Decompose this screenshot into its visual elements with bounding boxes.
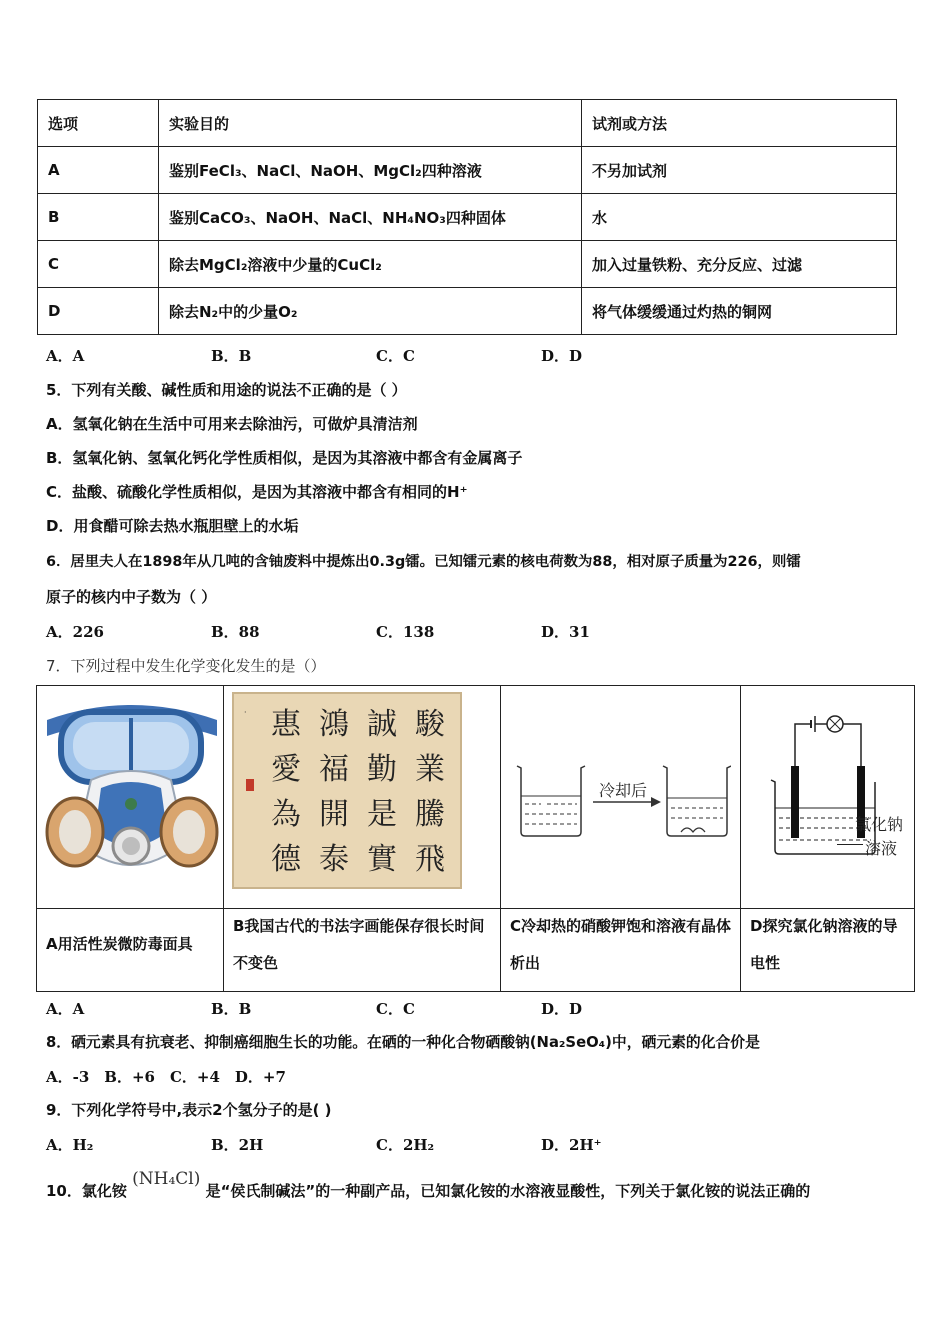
q10-formula: (NH₄Cl) <box>132 1169 201 1189</box>
table-row <box>38 147 897 194</box>
answer-option-c: C．C <box>376 347 415 365</box>
row-option: B <box>38 194 159 241</box>
header-cell: 实验目的 <box>159 100 582 147</box>
table-row <box>38 194 897 241</box>
table-row <box>38 288 897 335</box>
q5-option-b: B．氢氧化钠、氢氧化钙化学性质相似，是因为其溶液中都含有金属离子 <box>46 449 523 467</box>
row-purpose: 除去N₂中的少量O₂ <box>159 288 582 335</box>
q6-option-d: D．31 <box>541 623 590 641</box>
calligraphy-column: 鴻福開泰 <box>319 707 349 877</box>
q7-option-c: C．C <box>376 1000 415 1018</box>
answer-option-a: A．A <box>46 347 85 365</box>
table-row <box>38 241 897 288</box>
experiment-table <box>37 99 897 335</box>
q10-stem <box>46 1169 811 1201</box>
answer-option-b: B．B <box>211 347 252 365</box>
header-cell: 试剂或方法 <box>582 100 897 147</box>
q6-option-c: C．138 <box>376 623 435 641</box>
row-method: 加入过量铁粉、充分反应、过滤 <box>582 241 897 288</box>
answer-option-d: D．D <box>541 347 583 365</box>
cooling-label: 冷却后 <box>599 781 648 800</box>
q9-option-d: D．2H⁺ <box>541 1136 602 1154</box>
q6-option-b: B．88 <box>211 623 260 641</box>
q9-option-a: A．H₂ <box>46 1136 94 1154</box>
q10-prefix: 10．氯化铵 <box>46 1182 127 1200</box>
calligraphy-signature: · <box>244 708 247 717</box>
calligraphy-column: 誠勤是實 <box>367 707 397 877</box>
q7-option-a: A．A <box>46 1000 85 1018</box>
row-purpose: 除去MgCl₂溶液中少量的CuCl₂ <box>159 241 582 288</box>
q6-stem-line1: 6．居里夫人在1898年从几吨的含铀废料中提炼出0.3g镭。已知镭元素的核电荷数为88，相对原子质量为226，则镭 <box>46 554 801 570</box>
q9-stem: 9．下列化学符号中,表示2个氢分子的是( ) <box>46 1101 332 1119</box>
q5-stem: 5．下列有关酸、碱性质和用途的说法不正确的是（ ） <box>46 381 407 399</box>
q9-option-b: B．2H <box>211 1136 264 1154</box>
row-method: 不另加试剂 <box>582 147 897 194</box>
q9-option-c: C．2H₂ <box>376 1136 435 1154</box>
q6-option-a: A．226 <box>46 623 104 641</box>
seal-stamp <box>246 779 254 791</box>
solution-label: 溶液 <box>865 839 898 858</box>
row-option: C <box>38 241 159 288</box>
q7-caption-d: D探究氯化钠溶液的导电性 <box>750 917 898 972</box>
q7-caption-b: B我国古代的书法字画能保存很长时间不变色 <box>233 917 485 972</box>
label-leader-line <box>837 844 863 845</box>
q5-option-c: C．盐酸、硫酸化学性质相似，是因为其溶液中都含有相同的H⁺ <box>46 483 468 501</box>
row-option: D <box>38 288 159 335</box>
conductivity-diagram <box>767 714 877 864</box>
q7-caption-a: A用活性炭微防毒面具 <box>46 935 193 953</box>
calligraphy-column: 惠愛為德 <box>271 707 301 877</box>
q10-suffix: 是“侯氏制碱法”的一种副产品，已知氯化铵的水溶液显酸性，下列关于氯化铵的说法正确的 <box>205 1182 811 1200</box>
q7-caption-c: C冷却热的硝酸钾饱和溶液有晶体析出 <box>510 917 732 972</box>
q7-option-b: B．B <box>211 1000 252 1018</box>
calligraphy-column: 駿業騰飛 <box>415 707 445 877</box>
calligraphy-image <box>232 692 462 889</box>
q7-option-d: D．D <box>541 1000 583 1018</box>
q7-stem: 7．下列过程中发生化学变化发生的是（） <box>46 657 326 675</box>
row-method: 将气体缓缓通过灼热的铜网 <box>582 288 897 335</box>
row-option: A <box>38 147 159 194</box>
row-method: 水 <box>582 194 897 241</box>
row-purpose: 鉴别FeCl₃、NaCl、NaOH、MgCl₂四种溶液 <box>159 147 582 194</box>
q6-stem-line2: 原子的核内中子数为（ ） <box>46 588 217 606</box>
q5-option-d: D．用食醋可除去热水瓶胆壁上的水垢 <box>46 517 299 535</box>
table-header-row <box>38 100 897 147</box>
q7-option-table <box>36 685 915 992</box>
row-purpose: 鉴别CaCO₃、NaOH、NaCl、NH₄NO₃四种固体 <box>159 194 582 241</box>
q8-stem: 8．硒元素具有抗衰老、抑制癌细胞生长的功能。在硒的一种化合物硒酸钠(Na₂SeO₄)中，硒元素的化合价是 <box>46 1034 760 1051</box>
q8-options: A．-3 B．+6 C．+4 D．+7 <box>46 1068 286 1086</box>
solution-label: 氯化钠 <box>855 815 904 834</box>
gas-mask-image <box>39 692 223 900</box>
header-cell: 选项 <box>38 100 159 147</box>
q5-option-a: A．氢氧化钠在生活中可用来去除油污，可做炉具清洁剂 <box>46 415 418 433</box>
